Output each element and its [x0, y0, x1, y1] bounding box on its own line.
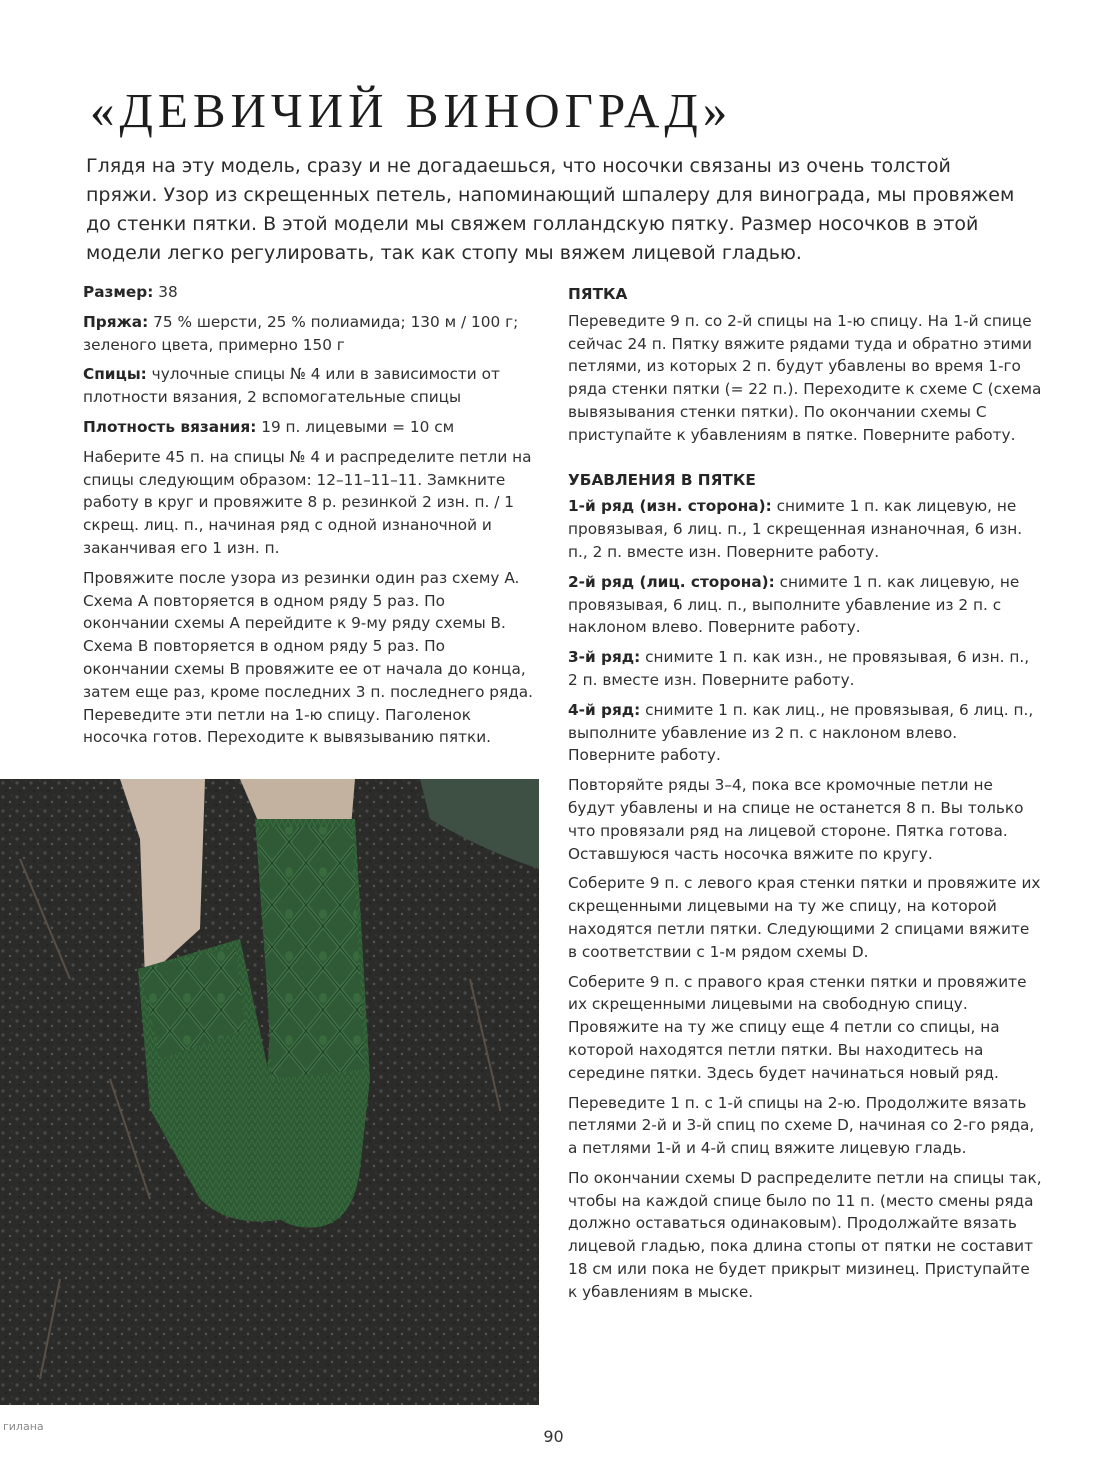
row-1-label: 1-й ряд (изн. сторона): [568, 497, 772, 516]
row-1-instruction [568, 495, 1043, 563]
row-2-label: 2-й ряд (лиц. сторона): [568, 572, 775, 591]
size-label: Размер: [83, 283, 154, 301]
heel-decrease-heading: УБАВЛЕНИЯ В ПЯТКЕ [568, 470, 756, 489]
socks-photo [0, 779, 539, 1405]
right-sock-pattern [258, 827, 365, 1079]
section-gap [568, 454, 1043, 469]
heel-paragraph: Переведите 9 п. со 2-й спицы на 1-ю спицу. На 1-й спице сейчас 24 п. Пятку вяжите рядами туда и обратно этими петлями, из которых 2 п. будут убавлены во время 1-го ряда стенки пятки (= 22 п.). Переходите к схеме C (схема вывязывания стенки пятки). По окончании схемы C приступайте к убавлениям в пятке. Поверните работу. [568, 311, 1042, 444]
foot-paragraph: По окончании схемы D распределите петли на спицы так, чтобы на каждой спице было по 11 п. (место смены ряда должно оставаться одинаковым). Продолжайте вязать лицевой гладью, пока длина стопы от пятки не составит 18 см или пока не будет прикрыт мизинец. Приступайте к убавлениям в мыске. [568, 1168, 1042, 1301]
leg-paragraph: Провяжите после узора из резинки один раз схему A. Схема A повторяется в одном ряду 5 раз. По окончании схемы A перейдите к 9-му ряду схемы B. Схема B повторяется в одном ряду 5 раз. По окончании схемы B провяжите ее от начала до конца, затем еще раз, кроме последних 3 п. последнего ряда. Переведите эти петли на 1-ю спицу. Паголенок носочка готов. Переходите к вывязыванию пятки. [83, 568, 534, 747]
size-line [83, 281, 535, 304]
row-2-instruction [568, 571, 1043, 639]
needles-value: чулочные спицы № 4 или в зависимости от плотности вязания, 2 вспомогательные спицы [83, 365, 500, 407]
row-3-label: 3-й ряд: [568, 648, 641, 667]
left-column [83, 281, 535, 756]
yarn-value: 75 % шерсти, 25 % полиамида; 130 м / 100 г; зеленого цвета, примерно 150 г [83, 312, 519, 354]
watermark: гилана [3, 1420, 44, 1433]
chart-d-paragraph: Переведите 1 п. с 1-й спицы на 2-ю. Продолжите вязать петлями 2-й и 3-й спиц по схеме D, начиная со 2-го ряда, а петлями 1-й и 4-й спиц вяжите лицевую гладь. [568, 1093, 1035, 1158]
row-2-text: снимите 1 п. как лицевую, не провязывая, 6 лиц. п., выполните убавление из 2 п. с наклоном влево. Поверните работу. [568, 572, 1020, 637]
right-column [568, 283, 1043, 1311]
heel-heading: ПЯТКА [568, 285, 628, 303]
intro-paragraph: Глядя на эту модель, сразу и не догадаешься, что носочки связаны из очень толстой пряжи. Узор из скрещенных петель, напоминающий шпалеру для винограда, мы провяжем до стенки пятки. В этой модели мы свяжем голландскую пятку. Размер носочков в этой модели легко регулировать, так как стопу мы вяжем лицевой гладью. [86, 155, 1015, 264]
row-3-text: снимите 1 п. как изн., не провязывая, 6 изн. п., 2 п. вместе изн. Поверните работу. [568, 648, 1030, 689]
gauge-label: Плотность вязания: [83, 417, 257, 436]
size-value: 38 [153, 283, 178, 301]
row-4-label: 4-й ряд: [568, 700, 641, 719]
row-4-text: снимите 1 п. как лиц., не провязывая, 6 лиц. п., выполните убавление из 2 п. с наклоном влево. Поверните работу. [568, 700, 1034, 765]
row-4-instruction [568, 699, 1043, 767]
needles-label: Спицы: [83, 365, 147, 384]
socks-illustration [0, 779, 539, 1405]
gauge-line [83, 416, 535, 439]
repeat-rows-paragraph: Повторяйте ряды 3–4, пока все кромочные петли не будут убавлены и на спице не останется 8 п. Вы только что провязали ряд на лицевой стороне. Пятка готова. Оставшуюся часть носочка вяжите по кругу. [568, 776, 1024, 863]
yarn-label: Пряжа: [83, 312, 149, 331]
pick-up-left-paragraph: Соберите 9 п. с левого края стенки пятки и провяжите их скрещенными лицевыми на ту же спицу, на которой находятся петли пятки. Следующими 2 спицами вяжите в соответствии с 1-м рядом схемы D. [568, 874, 1041, 961]
cast-on-paragraph: Наберите 45 п. на спицы № 4 и распределите петли на спицы следующим образом: 12–11–11–11. Замкните работу в круг и провяжите 8 р. резинкой 2 изн. п. / 1 скрещ. лиц. п., начиная ряд с одной изнаночной и заканчивая его 1 изн. п. [83, 447, 532, 557]
yarn-line [83, 311, 535, 357]
row-3-instruction [568, 646, 1043, 692]
pick-up-right-paragraph: Соберите 9 п. с правого края стенки пятки и провяжите их скрещенными лицевыми на свободную спицу. Провяжите на ту же спицу еще 4 петли со спицы, на которой находятся петли пятки. Вы находитесь на середине пятки. Здесь будет начинаться новый ряд. [568, 972, 1027, 1082]
needles-line [83, 363, 535, 409]
row-1-text: снимите 1 п. как лицевую, не провязывая, 6 лиц. п., 1 скрещенная изнаночная, 6 изн. п., 2 п. вместе изн. Поверните работу. [568, 497, 1023, 561]
page-number: 90 [543, 1427, 564, 1446]
gauge-value: 19 п. лицевыми = 10 см [256, 417, 455, 436]
page-title: «ДЕВИЧИЙ ВИНОГРАД» [90, 83, 733, 138]
